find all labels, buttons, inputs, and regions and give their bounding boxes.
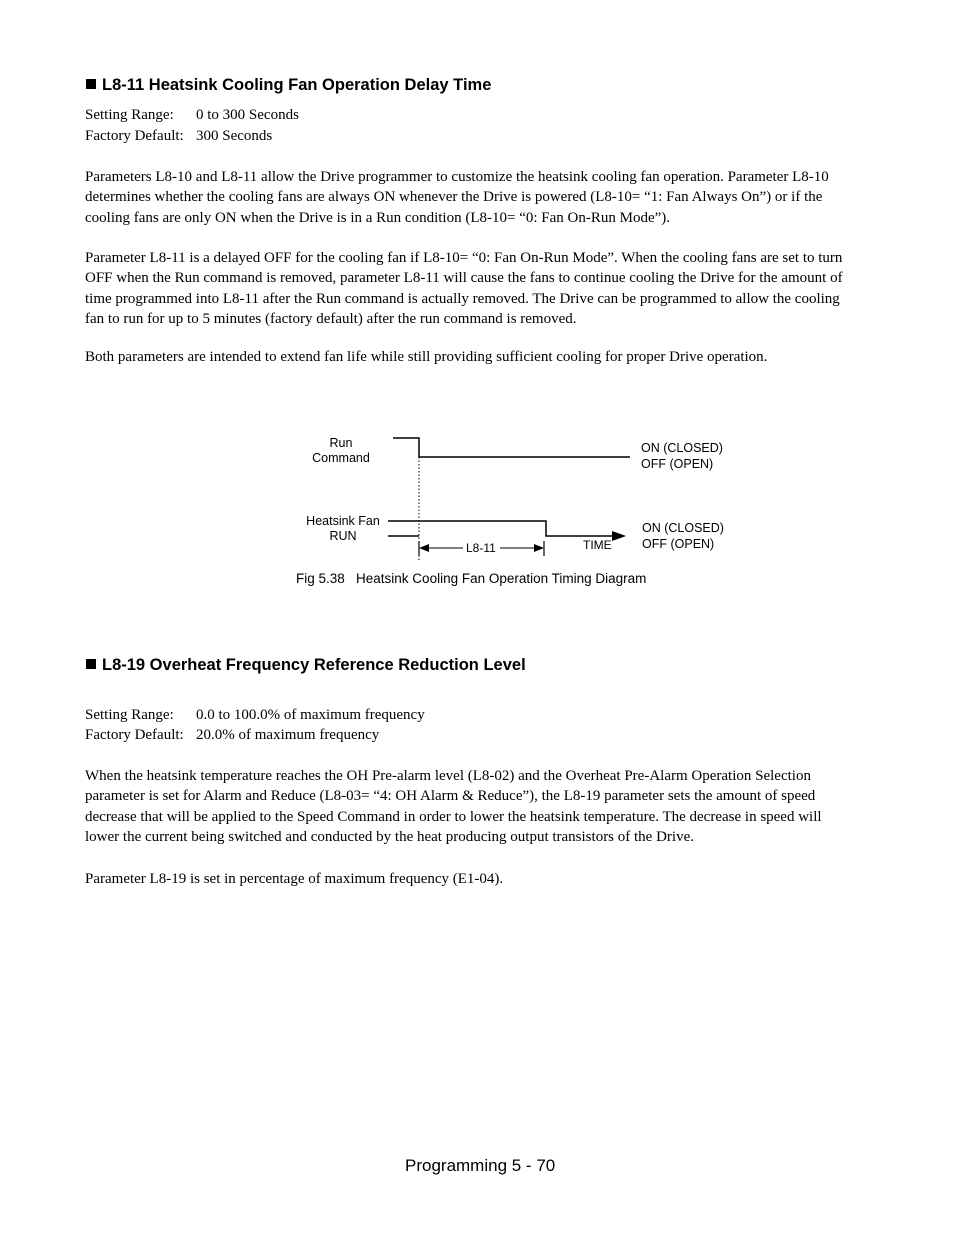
delay-arrow-left <box>419 544 429 552</box>
factory-default-value: 20.0% of maximum frequency <box>196 727 380 743</box>
paragraph-line: OFF when the Run command is removed, parameter L8-11 will cause the fans to continue cooling the Drive for the amount of <box>85 270 843 287</box>
fan-run-label <box>300 514 386 543</box>
run-on-label: ON (CLOSED) <box>641 441 723 455</box>
run-label-line: Command <box>312 450 370 465</box>
paragraph-line: parameter is set for Alarm and Reduce (L8-03= “4: OH Alarm & Reduce”), the L8-19 parameter sets the amount of speed <box>85 788 816 805</box>
paragraph-line: fan to run for up to 5 minutes (factory default) after the run command is removed. <box>85 311 577 328</box>
paragraph-line: When the heatsink temperature reaches the OH Pre-alarm level (L8-02) and the Overheat Pre-Alarm Operation Selection <box>85 768 811 784</box>
paragraph-line: lower the current being switched and conducted by the heat producing output transistors of the Drive. <box>85 829 694 846</box>
setting-range-row <box>85 705 425 725</box>
factory-default-label: Factory Default: <box>85 727 184 743</box>
factory-default-label: Factory Default: <box>85 128 184 144</box>
fan-run-waveform <box>388 521 618 536</box>
factory-default-row <box>85 725 379 745</box>
paragraph-line: decrease that will be applied to the Speed Command in order to lower the heatsink temperature. The decrease in speed will <box>85 808 822 825</box>
section-heading-text: L8-19 Overheat Frequency Reference Reduction Level <box>102 656 526 674</box>
square-bullet-icon <box>86 659 96 669</box>
setting-range-value: 0 to 300 Seconds <box>196 107 299 123</box>
run-state-labels <box>641 441 723 472</box>
setting-range-value: 0.0 to 100.0% of maximum frequency <box>196 707 425 723</box>
section-heading-l8-19 <box>86 656 526 675</box>
paragraph-line: Both parameters are intended to extend fan life while still providing sufficient cooling for proper Drive operation. <box>85 349 768 365</box>
fan-on-label: ON (CLOSED) <box>642 521 724 535</box>
paragraph-line: time programmed into L8-11 after the Run command is actually removed. The Drive can be programmed to allow the cooling <box>85 290 840 307</box>
fan-label-line: Heatsink Fan <box>306 514 380 528</box>
timing-diagram <box>0 0 954 600</box>
fan-state-labels <box>642 520 724 552</box>
run-off-label: OFF (OPEN) <box>641 456 714 471</box>
setting-range-label: Setting Range: <box>85 707 174 723</box>
paragraph-line: Parameters L8-10 and L8-11 allow the Drive programmer to customize the heatsink cooling fan operation. Parameter L8-10 <box>85 169 829 185</box>
time-label: TIME <box>583 538 612 552</box>
paragraph <box>85 869 875 889</box>
page-footer: Programming 5 - 70 <box>405 1156 556 1175</box>
run-command-waveform <box>393 438 630 457</box>
paragraph <box>85 766 875 848</box>
paragraph-line: cooling fans are only ON when the Drive is in a Run condition (L8-10= “0: Fan On-Run Mode”). <box>85 209 671 226</box>
fan-label-line: RUN <box>329 528 357 543</box>
delay-arrow-right <box>534 544 544 552</box>
run-command-label <box>300 436 382 465</box>
time-arrow-head <box>612 531 626 541</box>
paragraph-line: Parameter L8-19 is set in percentage of maximum frequency (E1-04). <box>85 871 504 887</box>
run-label-line: Run <box>329 436 353 450</box>
delay-label: L8-11 <box>466 541 496 555</box>
paragraph-line: determines whether the cooling fans are always ON whenever the Drive is powered (L8-10= “1: Fan Always On”) or if the <box>85 189 823 206</box>
figure-caption: Fig 5.38 Heatsink Cooling Fan Operation Timing Diagram <box>296 571 647 586</box>
setting-range-label: Setting Range: <box>85 107 174 123</box>
fan-off-label: OFF (OPEN) <box>642 537 715 551</box>
factory-default-value: 300 Seconds <box>196 128 273 144</box>
paragraph-line: Parameter L8-11 is a delayed OFF for the cooling fan if L8-10= “0: Fan On-Run Mode”. When the cooling fans are set to turn <box>85 250 843 266</box>
section-heading-text: L8-11 Heatsink Cooling Fan Operation Delay Time <box>102 76 492 94</box>
